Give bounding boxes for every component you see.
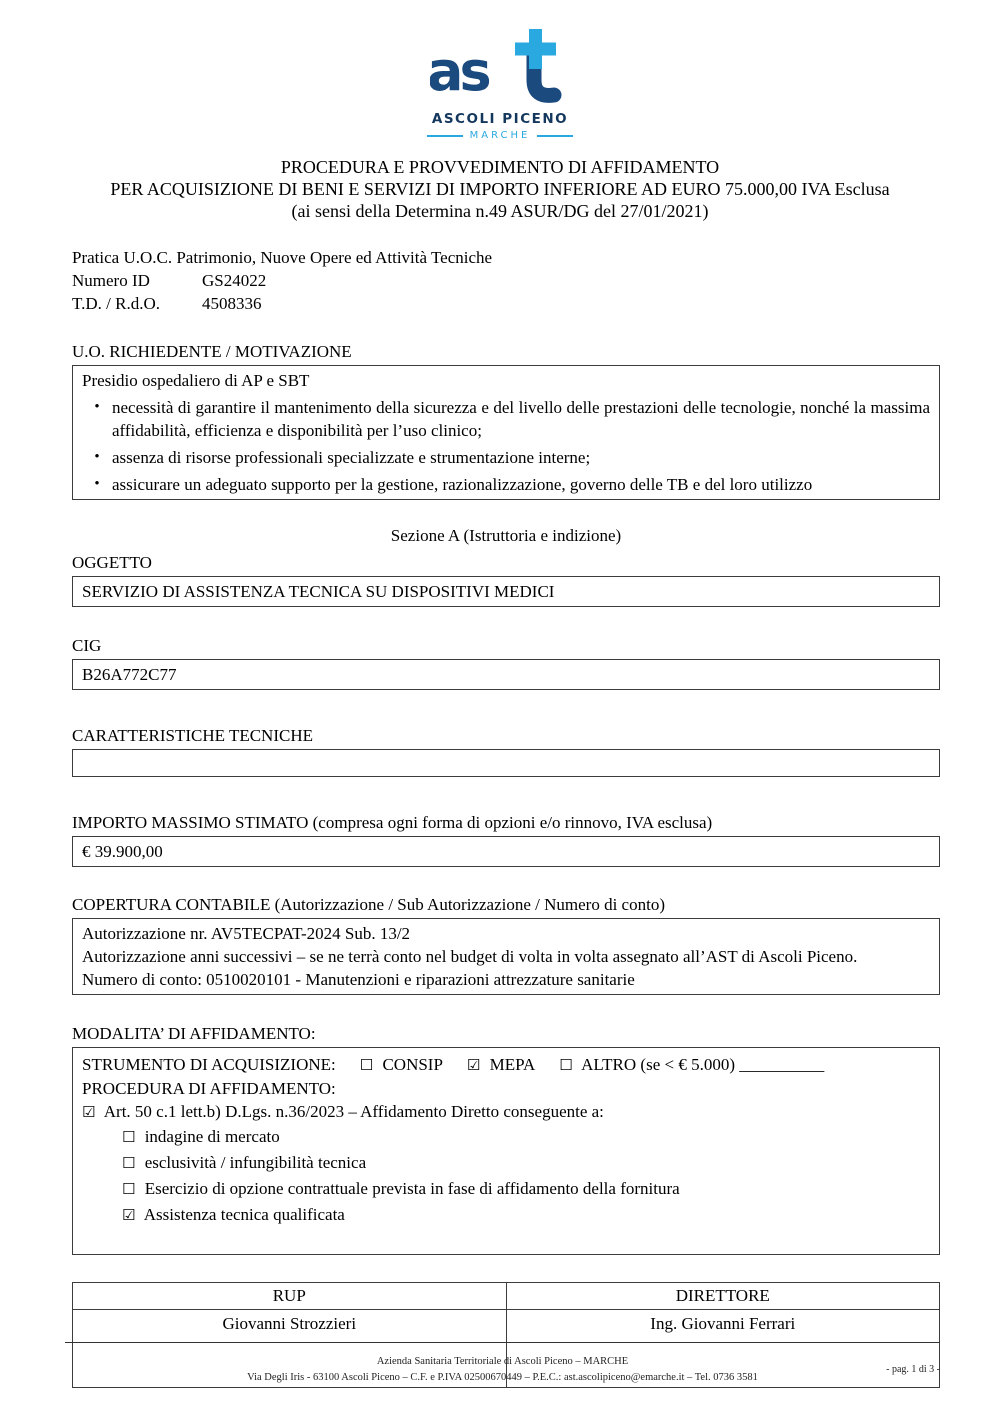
- copertura-line-1: Autorizzazione nr. AV5TECPAT-2024 Sub. 13/2: [82, 923, 411, 943]
- sub-option-label: indagine di mercato: [144, 1126, 280, 1146]
- td-rdo-label: T.D. / R.d.O.: [72, 293, 160, 313]
- checkbox-checked-icon: ☑: [466, 1055, 481, 1074]
- presidio-text: Presidio ospedaliero di AP e SBT: [82, 370, 310, 390]
- option-altro: [559, 1053, 824, 1077]
- oggetto-box: [72, 576, 940, 607]
- title-line-1: PROCEDURA E PROVVEDIMENTO DI AFFIDAMENTO: [280, 156, 720, 177]
- option-altro-label: ALTRO (se < € 5.000) __________: [581, 1054, 825, 1074]
- checkbox-unchecked-icon: ☐: [359, 1055, 374, 1074]
- art50-line: [82, 1100, 930, 1124]
- copertura-line-3: Numero di conto: 0510020101 - Manutenzioni e riparazioni attrezzature sanitarie: [82, 969, 635, 989]
- pratica-text: Pratica U.O.C. Patrimonio, Nuove Opere ed Attività Tecniche: [72, 247, 493, 267]
- bullet-icon: •: [94, 448, 100, 465]
- oggetto-label: OGGETTO: [72, 552, 152, 572]
- bullet-text: necessità di garantire il mantenimento della sicurezza e del livello delle prestazioni delle tecnologie, nonché la massima affidabilità, efficienza e disponibilità per l’uso clinico;: [112, 397, 930, 440]
- bullet-text: assenza di risorse professionali specializzate e strumentazione interne;: [112, 447, 591, 467]
- logo-region-row: [427, 130, 574, 141]
- strumento-line: [82, 1053, 930, 1077]
- title-line-2: PER ACQUISIZIONE DI BENI E SERVIZI DI IMPORTO INFERIORE AD EURO 75.000,00 IVA Esclusa: [110, 178, 890, 199]
- direttore-name: Ing. Giovanni Ferrari: [506, 1309, 940, 1387]
- page-number: - pag. 1 di 3 -: [886, 1364, 940, 1375]
- pratica-line: [72, 246, 940, 269]
- numero-id-value: GS24022: [202, 270, 267, 290]
- direttore-header: DIRETTORE: [506, 1282, 940, 1309]
- copertura-line-2: Autorizzazione anni successivi – se ne terrà conto nel budget di volta in volta assegnato all’AST di Ascoli Piceno.: [82, 946, 858, 966]
- copertura-label: COPERTURA CONTABILE (Autorizzazione / Sub Autorizzazione / Numero di conto): [72, 894, 665, 914]
- file-info: [72, 246, 940, 315]
- importo-box: [72, 836, 940, 867]
- bullet-text: assicurare un adeguato supporto per la gestione, razionalizzazione, governo delle TB e del loro utilizzo: [112, 474, 813, 494]
- checkbox-checked-icon: ☑: [82, 1102, 96, 1121]
- oggetto-value: SERVIZIO DI ASSISTENZA TECNICA SU DISPOSITIVI MEDICI: [82, 581, 555, 601]
- logo-region-line-right: [537, 135, 573, 137]
- numero-id-line: [72, 269, 940, 292]
- strumento-label: STRUMENTO DI ACQUISIZIONE:: [82, 1054, 336, 1074]
- footer-line-1: Azienda Sanitaria Territoriale di Ascoli Piceno – MARCHE: [376, 1356, 629, 1367]
- checkbox-unchecked-icon: ☐: [122, 1153, 136, 1172]
- caratteristiche-value: [82, 753, 930, 773]
- td-rdo-value: 4508336: [202, 293, 262, 313]
- checkbox-unchecked-icon: ☐: [559, 1055, 573, 1074]
- richiedente-bullet-1: [82, 396, 930, 442]
- rup-name: Giovanni Strozzieri: [73, 1309, 507, 1387]
- cig-value: B26A772C77: [82, 664, 177, 684]
- page-footer: [65, 1342, 940, 1386]
- checkbox-unchecked-icon: ☐: [122, 1127, 136, 1146]
- caratteristiche-box: [72, 749, 940, 777]
- richiedente-label: U.O. RICHIEDENTE / MOTIVAZIONE: [72, 341, 352, 361]
- document-title: [0, 156, 1000, 222]
- caratteristiche-label: CARATTERISTICHE TECNICHE: [72, 725, 313, 745]
- option-consip: [360, 1053, 443, 1077]
- sub-option-esclusivita: [122, 1150, 930, 1176]
- copertura-box: [72, 918, 940, 995]
- ast-wordmark-icon: [430, 26, 570, 104]
- richiedente-bullet-3: [82, 473, 930, 496]
- sub-option-label: esclusività / infungibilità tecnica: [144, 1152, 367, 1172]
- document-header: [0, 0, 1000, 142]
- bullet-icon: •: [94, 398, 100, 415]
- logo-region-name: MARCHE: [469, 130, 531, 141]
- importo-value: € 39.900,00: [82, 841, 163, 861]
- td-rdo-line: [72, 292, 940, 315]
- option-mepa-label: MEPA: [489, 1054, 536, 1074]
- footer-address: [65, 1354, 940, 1386]
- procedura-label: PROCEDURA DI AFFIDAMENTO:: [82, 1078, 336, 1098]
- option-consip-label: CONSIP: [382, 1054, 443, 1074]
- sub-option-label: Esercizio di opzione contrattuale prevista in fase di affidamento della fornitura: [144, 1178, 680, 1198]
- rup-header: RUP: [73, 1282, 507, 1309]
- footer-line-2: Via Degli Iris - 63100 Ascoli Piceno – C.F. e P.IVA 02500670449 – P.E.C.: ast.ascolipiceno@emarche.it – Tel. 0736 3581: [247, 1372, 758, 1383]
- svg-text:as: as: [430, 40, 488, 103]
- cig-label: CIG: [72, 635, 102, 655]
- sub-option-indagine: [122, 1124, 930, 1150]
- art50-label: Art. 50 c.1 lett.b) D.Lgs. n.36/2023 – Affidamento Diretto conseguente a:: [103, 1101, 604, 1121]
- title-line-3: (ai sensi della Determina n.49 ASUR/DG del 27/01/2021): [291, 200, 709, 221]
- sub-option-esercizio: [122, 1176, 930, 1202]
- importo-label: IMPORTO MASSIMO STIMATO (compresa ogni forma di opzioni e/o rinnovo, IVA esclusa): [72, 812, 713, 832]
- modalita-label: MODALITA’ DI AFFIDAMENTO:: [72, 1023, 316, 1043]
- logo-region-line-left: [427, 135, 463, 137]
- modalita-box: [72, 1047, 940, 1255]
- logo-org-name: ASCOLI PICENO: [431, 111, 569, 127]
- checkbox-checked-icon: ☑: [122, 1205, 136, 1224]
- cig-box: [72, 659, 940, 690]
- signatures-header-row: [73, 1282, 940, 1309]
- ast-logo: [427, 26, 574, 141]
- richiedente-box: [72, 365, 940, 500]
- bullet-icon: •: [94, 475, 100, 492]
- checkbox-unchecked-icon: ☐: [122, 1179, 136, 1198]
- option-mepa: [467, 1053, 535, 1077]
- sub-option-label: Assistenza tecnica qualificata: [143, 1204, 345, 1224]
- richiedente-bullet-2: [82, 446, 930, 469]
- procedura-sub-options: [122, 1124, 930, 1228]
- sub-option-assistenza: [122, 1202, 930, 1228]
- sezione-a-heading: Sezione A (Istruttoria e indizione): [390, 525, 622, 545]
- numero-id-label: Numero ID: [72, 270, 150, 290]
